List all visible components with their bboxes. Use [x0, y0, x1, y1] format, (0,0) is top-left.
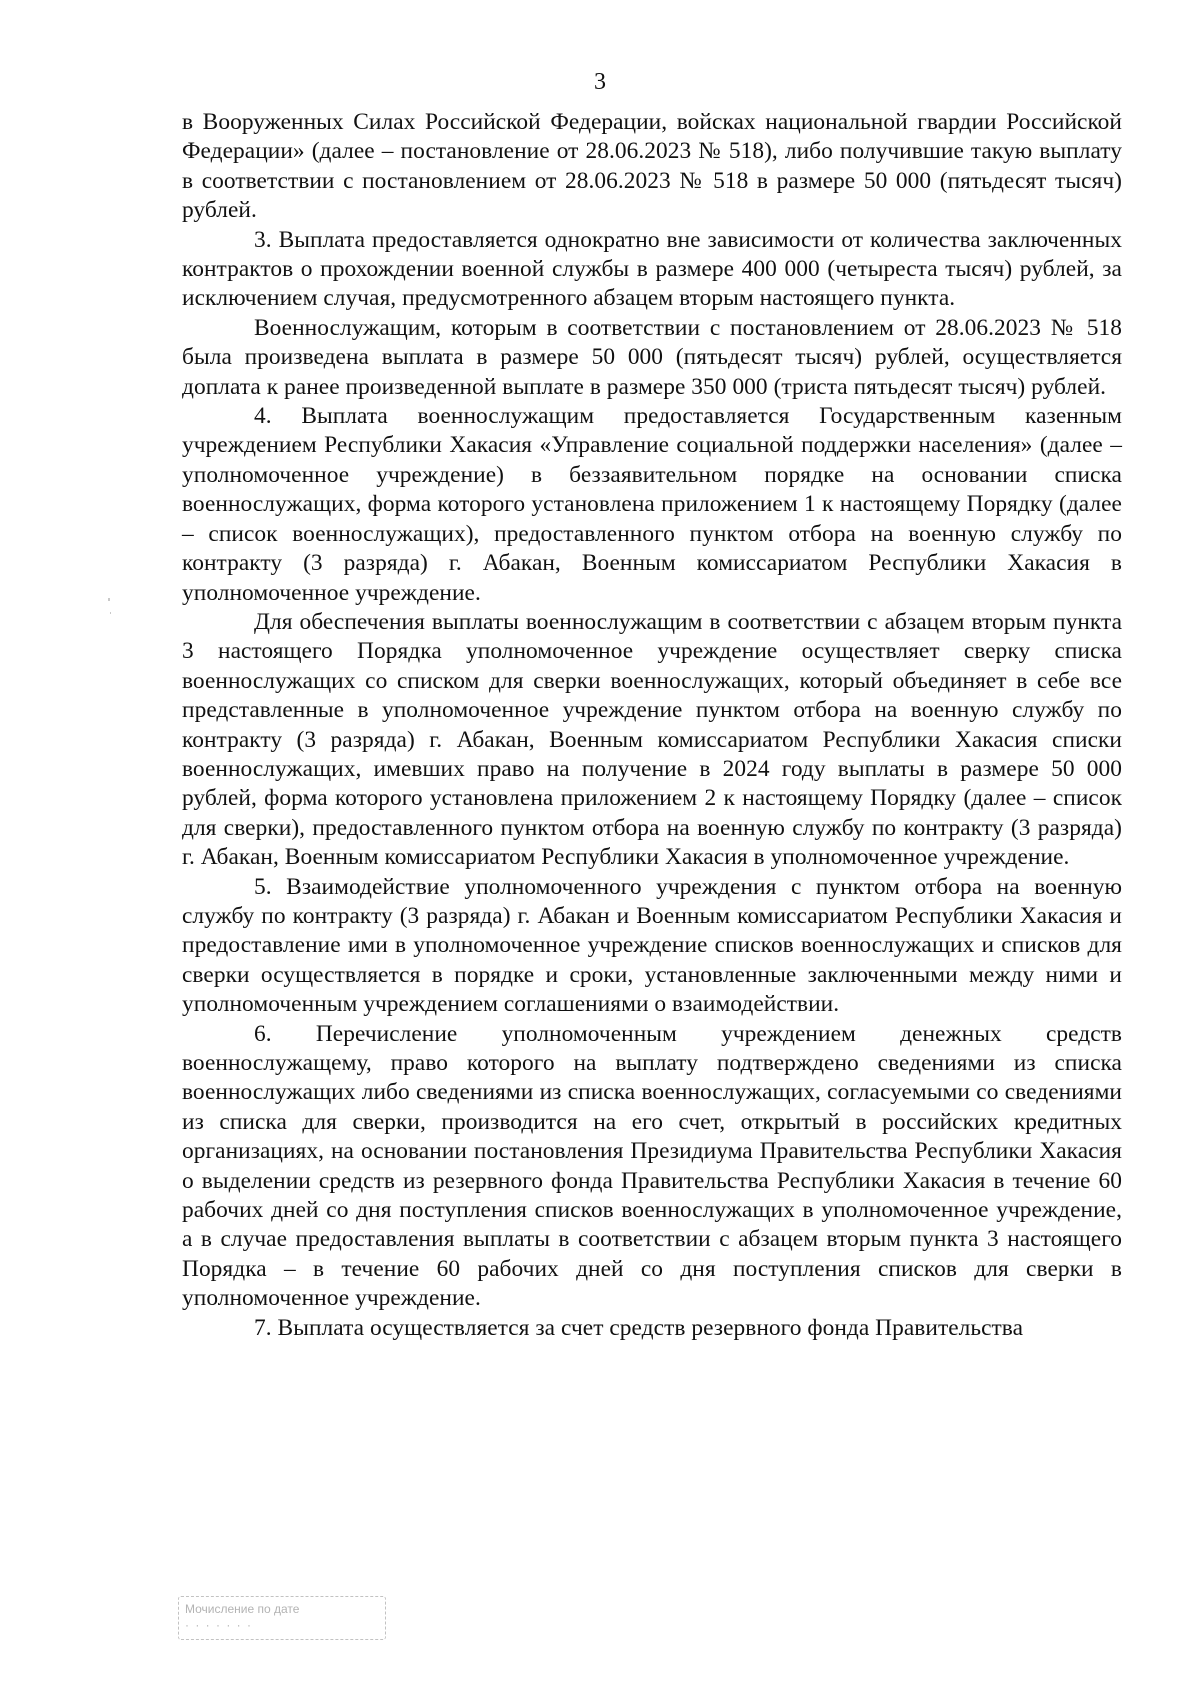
stamp-line-1: Мочисление по дате [185, 1602, 300, 1616]
paragraph-item-5: 5. Взаимодействие уполномоченного учреждения с пунктом отбора на военную службу по контракту (3 разряда) г. Абакан и Военным комиссариатом Республики Хакасия и предоставление ими в уполномоченное учреждение списков военнослужащих и списков для сверки осуществляется в порядке и сроки, установленные заключенными между ними и уполномоченным учреждением соглашениями о взаимодействии. [182, 873, 1122, 1018]
paragraph-item-4-subparagraph: Для обеспечения выплаты военнослужащим в соответствии с абзацем вторым пункта 3 настоящего Порядка уполномоченное учреждение осуществляет сверку списка военнослужащих со списком для сверки военнослужащих, который объединяет в себе все представленные в уполномоченное учреждение пунктом отбора на военную службу по контракту (3 разряда) г. Абакан, Военным комиссариатом Республики Хакасия списки военнослужащих, имевших право на получение в 2024 году выплаты в размере 50 000 рублей, форма которого установлена приложением 2 к настоящему Порядку (далее – список для сверки), предоставленного пунктом отбора на военную службу по контракту (3 разряда) г. Абакан, Военным комиссариатом Республики Хакасия в уполномоченное учреждение. [182, 608, 1122, 871]
paragraph-item-7: 7. Выплата осуществляется за счет средств резервного фонда Правительства [254, 1314, 1024, 1341]
paragraph-item-4: 4. Выплата военнослужащим предоставляется Государственным казенным учреждением Республики Хакасия «Управление социальной поддержки населения» (далее – уполномоченное учреждение) в беззаявительном порядке на основании списка военнослужащих, форма которого установлена приложением 1 к настоящему Порядку (далее – список военнослужащих), предоставленного пунктом отбора на военную службу по контракту (3 разряда) г. Абакан, Военным комиссариатом Республики Хакасия в уполномоченное учреждение. [182, 403, 1122, 606]
faded-stamp [178, 1596, 386, 1640]
page-number: 3 [594, 69, 606, 95]
paragraph-continuation: в Вооруженных Силах Российской Федерации, войсках национальной гвардии Российской Федерации» (далее – постановление от 28.06.2023 № 518), либо получившие такую выплату в соответствии с постановлением от 28.06.2023 № 518 в размере 50 000 (пятьдесят тысяч) рублей. [182, 109, 1122, 224]
stamp-line-2: · · · · · · · [185, 1618, 253, 1632]
paragraph-item-3-subparagraph: Военнослужащим, которым в соответствии с постановлением от 28.06.2023 № 518 была произведена выплата в размере 50 000 (пятьдесят тысяч) рублей, осуществляется доплата к ранее произведенной выплате в размере 350 000 (триста пятьдесят тысяч) рублей. [182, 314, 1122, 400]
scan-speck [110, 612, 111, 614]
scan-speck [108, 598, 110, 601]
paragraph-item-3: 3. Выплата предоставляется однократно вне зависимости от количества заключенных контрактов о прохождении военной службы в размере 400 000 (четыреста тысяч) рублей, за исключением случая, предусмотренного абзацем вторым настоящего пункта. [182, 226, 1122, 312]
paragraph-item-6: 6. Перечисление уполномоченным учреждением денежных средств военнослужащему, право которого на выплату подтверждено сведениями из списка военнослужащих либо сведениями из списка военнослужащих, согласуемыми со сведениями из списка для сверки, производится на его счет, открытый в российских кредитных организациях, на основании постановления Президиума Правительства Республики Хакасия о выделении средств из резервного фонда Правительства Республики Хакасия в течение 60 рабочих дней со дня поступления списков военнослужащих в уполномоченное учреждение, а в случае предоставления выплаты в соответствии с абзацем вторым пункта 3 настоящего Порядка – в течение 60 рабочих дней со дня поступления списков для сверки в уполномоченное учреждение. [182, 1020, 1122, 1312]
document-body [182, 108, 1122, 1343]
